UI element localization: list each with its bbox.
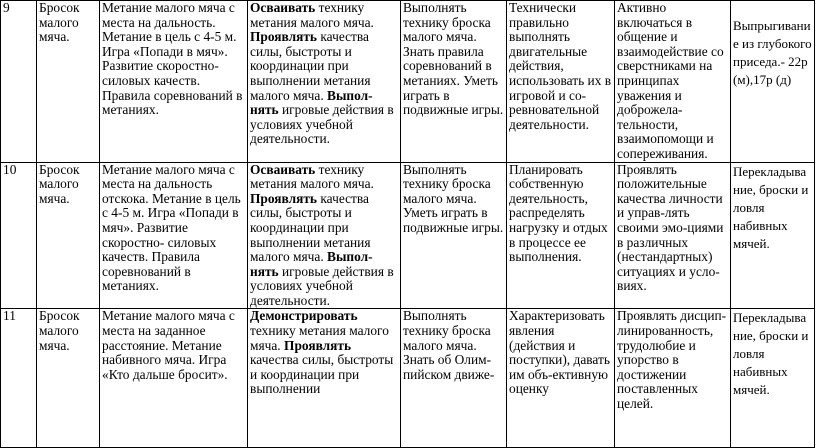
subject-text: качества силы, быстроты и координации при выполнении: [250, 352, 394, 397]
subject-text: игровые действия в условиях учебной деятельности.: [250, 263, 394, 308]
personal-results: Проявлять дисцип-линированность, трудолюбие и упорство в достижении поставленных целей.: [615, 309, 731, 448]
subject-text: технику метания малого мяча.: [250, 162, 374, 192]
subject-results: [248, 162, 401, 309]
table-row: [1, 162, 815, 309]
homework: Выпрыгивание из глубокого приседа.- 22р (м),17р (д): [731, 1, 815, 163]
table-row: [1, 1, 815, 163]
meta-cognitive: Характеризовать явления (действия и поступки), давать им объ-ективную оценку: [507, 309, 615, 448]
lesson-content: Метание малого мяча с места на заданное расстояние. Метание набивного мяча. Игра «Кто дальше бросит».: [100, 309, 248, 448]
subject-verb: Демонстрировать: [250, 308, 358, 324]
meta-cognitive: Планировать собственную деятельность, распределять нагрузку и отдых в процессе ее выполнения.: [507, 162, 615, 309]
subject-verb: Проявлять: [250, 29, 318, 45]
subject-verb: Проявлять: [250, 190, 318, 206]
lesson-number: 10: [1, 162, 37, 309]
homework: Перекладывание, броски и ловля набивных мячей.: [731, 162, 815, 309]
subject-results: [248, 309, 401, 448]
lesson-content: Метание малого мяча с места на дальность отскока. Метание в цель с 4-5 м. Игра «Попади в мяч». Развитие скоростно- силовых качеств. Правила соревнований в метаниях.: [100, 162, 248, 309]
lesson-topic: Бросок малого мяча.: [37, 1, 100, 163]
subject-results: [248, 1, 401, 163]
lesson-topic: Бросок малого мяча.: [37, 309, 100, 448]
meta-regulatory: Выполнять технику броска малого мяча. Знать об Олим-пийском движе-: [401, 309, 507, 448]
personal-results: Проявлять положительные качества личности и управ-лять своими эмо-циями в различных (нестандартных) ситуациях и усло-виях.: [615, 162, 731, 309]
table-row: [1, 309, 815, 448]
subject-verb: Осваивать: [250, 162, 316, 177]
subject-text: качества силы, быстроты и координации при выполнении метания малого мяча.: [250, 29, 371, 103]
personal-results: Активно включаться в общение и взаимодействие со сверстниками на принципах уважения и доброжела-тельности, взаимопомощи и сопереживания.: [615, 1, 731, 163]
subject-text: игровые действия в условиях учебной деятельности.: [250, 102, 394, 147]
lesson-topic: Бросок малого мяча.: [37, 162, 100, 309]
subject-text: качества силы, быстроты и координации при выполнении метания малого мяча.: [250, 190, 371, 265]
lesson-number: 11: [1, 309, 37, 448]
subject-verb: Осваивать: [250, 0, 316, 15]
subject-verb: Проявлять: [284, 337, 352, 353]
meta-cognitive: Технически правильно выполнять двигательные действия, использовать их в игровой и со-ревновательной деятельности.: [507, 1, 615, 163]
lesson-number: 9: [1, 1, 37, 163]
subject-verb: Выпол-нять: [250, 87, 373, 118]
subject-text: технику метания малого мяча.: [250, 323, 389, 353]
meta-regulatory: Выполнять технику броска малого мяча. Уметь играть в подвижные игры.: [401, 162, 507, 309]
meta-regulatory: Выполнять технику броска малого мяча. Знать правила соревнований в метаниях. Уметь играть в подвижные игры.: [401, 1, 507, 163]
subject-text: технику метания малого мяча.: [250, 0, 374, 30]
subject-verb: Выпол-нять: [250, 249, 373, 279]
homework: Перекладывание, броски и ловля набивных мячей.: [731, 309, 815, 448]
lesson-content: Метание малого мяча с места на дальность. Метание в цель с 4-5 м. Игра «Попади в мяч». Развитие скоростно-силовых качеств. Правила соревнований в метаниях.: [100, 1, 248, 163]
